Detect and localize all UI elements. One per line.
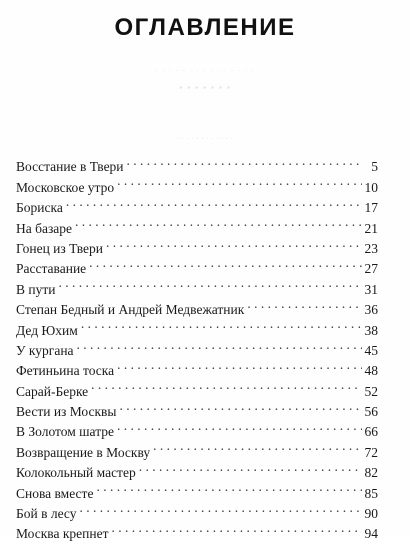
dot-leader xyxy=(56,273,362,293)
dot-leader xyxy=(79,314,362,334)
toc-page-number: 45 xyxy=(364,342,378,358)
dot-leader xyxy=(151,436,362,456)
show-through-text: · · · · · · · xyxy=(179,80,231,95)
toc-page-number: 48 xyxy=(364,363,378,379)
toc-page-number: 85 xyxy=(364,485,378,501)
toc-page-number: 5 xyxy=(371,159,378,175)
table-of-contents xyxy=(16,151,378,542)
toc-page-number: 21 xyxy=(364,220,378,236)
dot-leader xyxy=(245,294,362,314)
toc-entry-title: Расставание xyxy=(16,261,87,277)
toc-page-number: 94 xyxy=(364,526,378,542)
dot-leader xyxy=(137,457,362,477)
show-through-text: · · · · · · · · · · · · · · · xyxy=(154,66,256,75)
toc-entry-title: Московское утро xyxy=(16,179,115,195)
dot-leader xyxy=(110,518,362,538)
toc-entry-title: Возвращение в Москву xyxy=(16,444,151,460)
toc-page-number: 56 xyxy=(364,404,378,420)
toc-entry-title: В Золотом шатре xyxy=(16,424,115,440)
toc-entry-title: Степан Бедный и Андрей Медвежатник xyxy=(16,302,245,318)
dot-leader xyxy=(64,192,362,212)
toc-entry-title: Снова вместе xyxy=(16,485,94,501)
toc-entry-title: Вести из Москвы xyxy=(16,404,117,420)
toc-entry-title: Восстание в Твери xyxy=(16,159,124,175)
toc-entry-title: Бориска xyxy=(16,200,63,216)
toc-page-number: 82 xyxy=(364,465,378,481)
page-title: ОГЛАВЛЕНИЕ xyxy=(114,14,296,41)
dot-leader xyxy=(104,233,362,253)
toc-entry[interactable] xyxy=(16,273,378,297)
toc-page-number: 38 xyxy=(364,322,378,338)
toc-entry-title: На базаре xyxy=(16,220,73,236)
toc-page-number: 17 xyxy=(364,200,378,216)
dot-leader xyxy=(77,498,362,518)
dot-leader xyxy=(118,396,362,416)
toc-entry-title: Гонец из Твери xyxy=(16,240,103,256)
dot-leader xyxy=(89,375,362,395)
dot-leader xyxy=(115,355,362,375)
toc-entry-title: Фетиньина тоска xyxy=(16,363,115,379)
toc-page-number: 66 xyxy=(364,424,378,440)
toc-page-number: 31 xyxy=(364,281,378,297)
show-through-text: · · · · · · · · · · · · xyxy=(176,134,234,143)
dot-leader xyxy=(125,151,362,171)
toc-entry[interactable] xyxy=(16,192,378,216)
toc-page-number: 27 xyxy=(364,261,378,277)
dot-leader xyxy=(75,335,362,355)
toc-entry[interactable] xyxy=(16,151,378,175)
dot-leader xyxy=(87,253,362,273)
toc-page-number: 52 xyxy=(364,383,378,399)
dot-leader xyxy=(73,212,362,232)
dot-leader xyxy=(115,416,362,436)
toc-entry-title: Сарай-Берке xyxy=(16,383,89,399)
toc-entry-title: В пути xyxy=(16,281,56,297)
toc-entry[interactable] xyxy=(16,212,378,236)
toc-entry-title: У кургана xyxy=(16,342,74,358)
toc-page-number: 36 xyxy=(364,302,378,318)
toc-entry-title: Дед Юхим xyxy=(16,322,78,338)
dot-leader xyxy=(94,477,362,497)
toc-entry[interactable] xyxy=(16,294,378,318)
toc-entry-title: Москва крепнет xyxy=(16,526,109,542)
toc-page-number: 23 xyxy=(364,240,378,256)
toc-entry-title: Бой в лесу xyxy=(16,506,77,522)
toc-page-number: 72 xyxy=(364,444,378,460)
toc-page-number: 90 xyxy=(364,506,378,522)
toc-entry-title: Колокольный мастер xyxy=(16,465,136,481)
toc-page-number: 10 xyxy=(364,179,378,195)
dot-leader xyxy=(115,171,362,191)
